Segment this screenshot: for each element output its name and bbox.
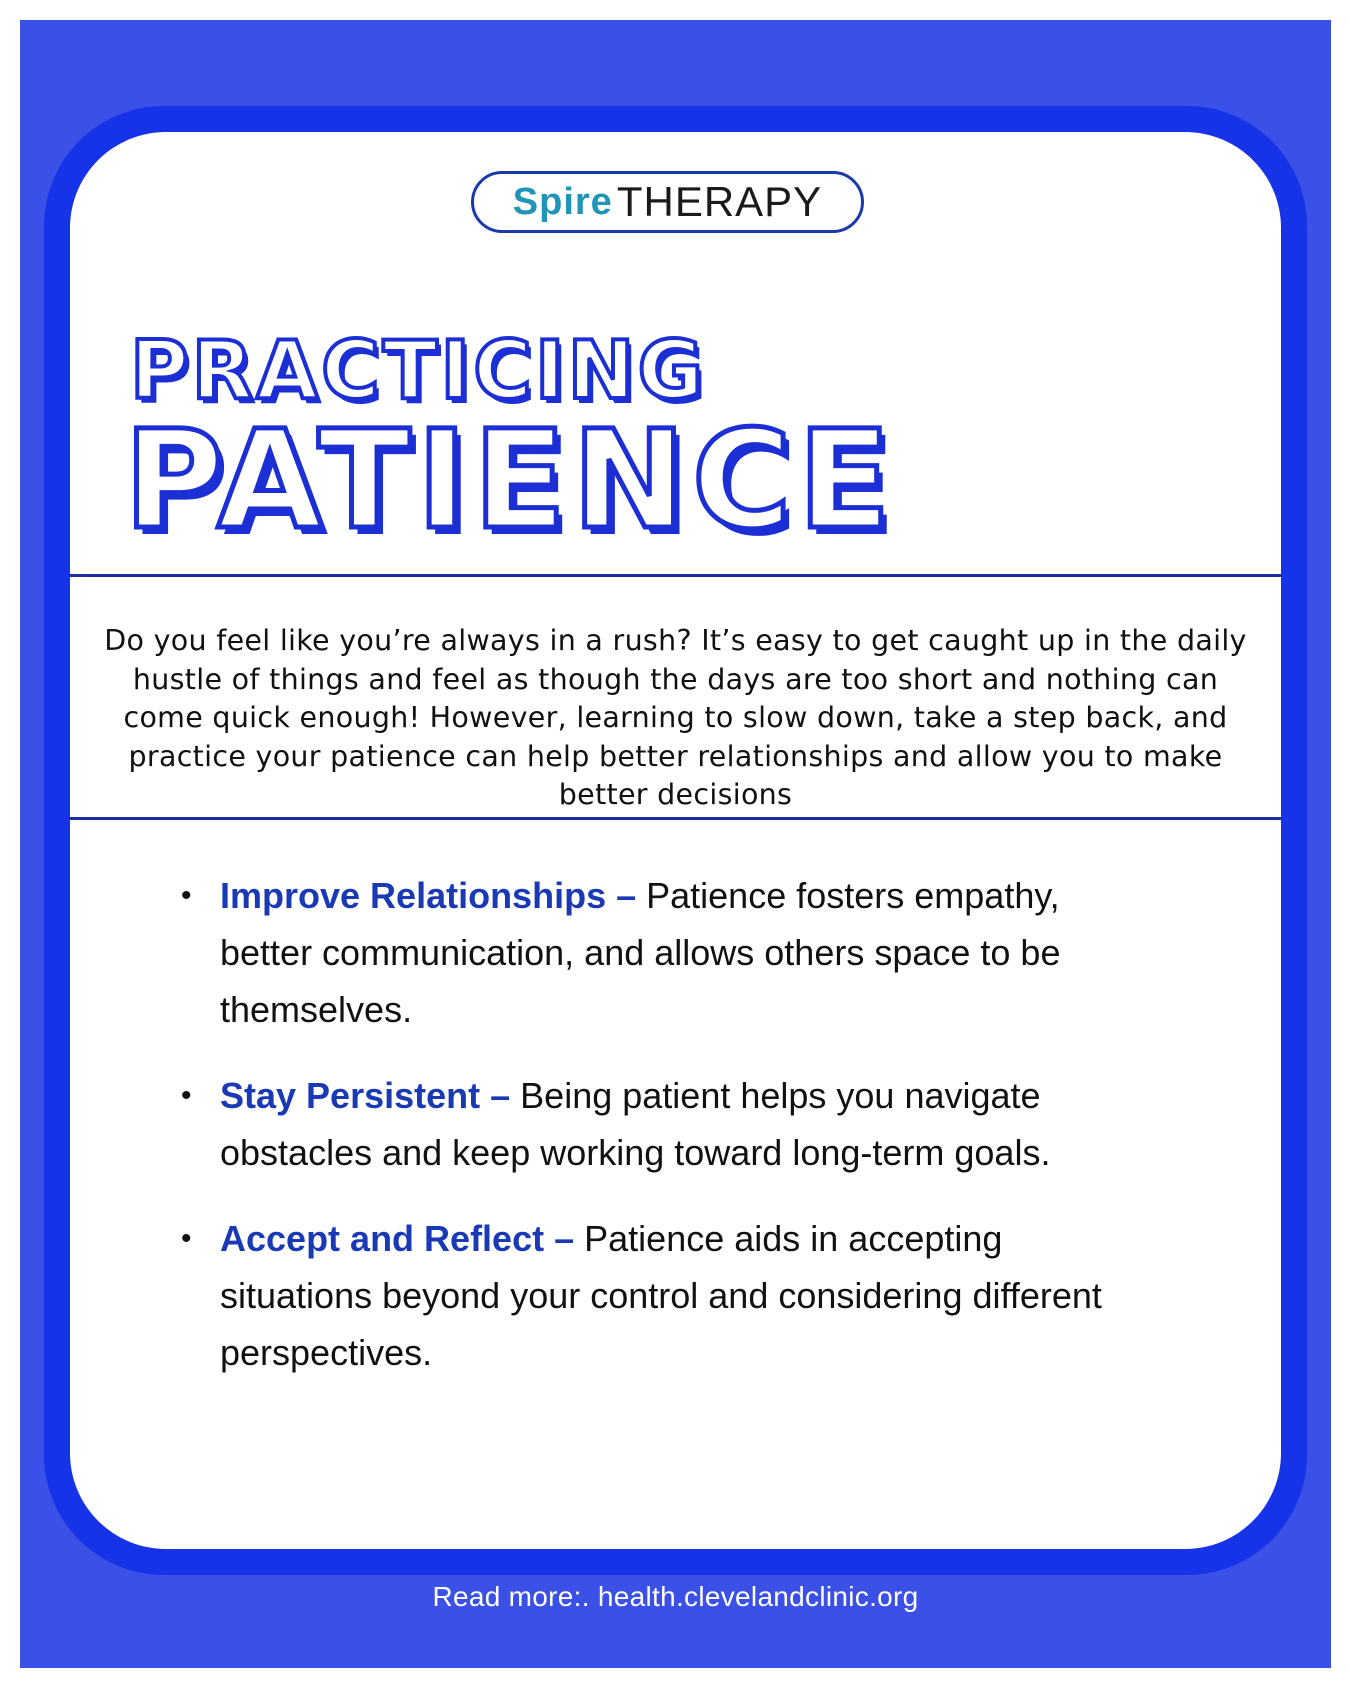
bullet-title: Stay Persistent – [220,1075,511,1116]
bottom-divider [70,817,1281,820]
top-divider [70,574,1281,577]
bullet-dot-icon: • [181,879,192,912]
list-item [181,1067,1161,1181]
title-practicing: PRACTICING [130,324,707,417]
benefits-list [181,867,1161,1381]
bullet-dot-icon: • [181,1079,192,1112]
bullet-text: Patience aids in accepting situations beyond your control and considering different perspectives. [220,1218,1102,1373]
bullet-text: Being patient helps you navigate obstacles and keep working toward long-term goals. [220,1075,1051,1173]
intro-paragraph: Do you feel like you’re always in a rush? It’s easy to get caught up in the daily hustle of things and feel as though the days are too short and nothing can come quick enough! However, learning to slow down, take a step back, and practice your patience can help better relationships and allow you to make better decisions [104,624,1247,811]
bullet-title: Improve Relationships – [220,875,637,916]
bullet-title: Accept and Reflect – [220,1218,575,1259]
spire-therapy-logo [471,171,864,233]
logo-therapy-text: THERAPY [616,178,823,225]
read-more-footer: Read more:. health.clevelandclinic.org [432,1581,919,1612]
list-item [181,1210,1161,1381]
logo-spire-text: Spire [512,180,613,223]
info-card [70,132,1281,1549]
title-patience: PATIENCE [124,402,897,560]
bullet-text: Patience fosters empathy, better communication, and allows others space to be themselves. [220,875,1061,1030]
bullet-dot-icon: • [181,1222,192,1255]
poster-background [20,20,1331,1668]
list-item [181,867,1161,1038]
